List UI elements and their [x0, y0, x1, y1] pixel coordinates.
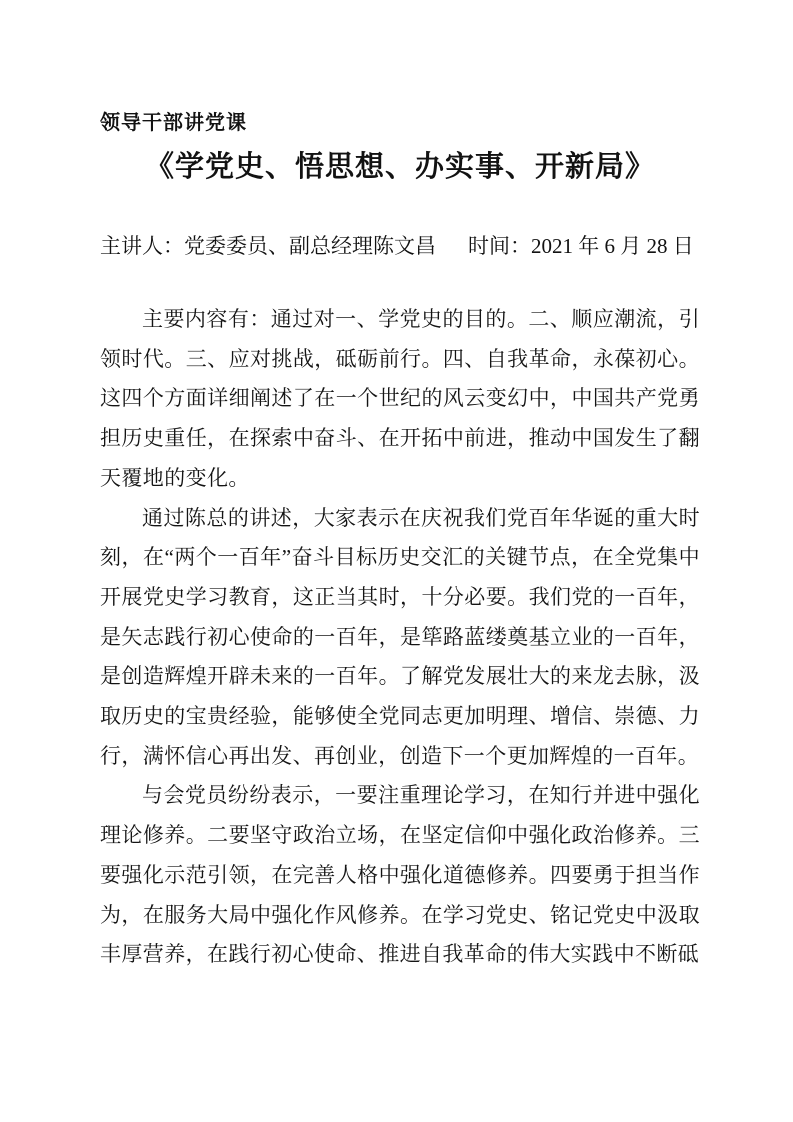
document-title: 《学党史、悟思想、办实事、开新局》 [144, 151, 655, 183]
body-paragraph-1: 主要内容有：通过对一、学党史的目的。二、顺应潮流，引领时代。三、应对挑战，砥砺前行。四、自我革命，永葆初心。这四个方面详细阐述了在一个世纪的风云变幻中，中国共产党勇担历史重任，在探索中奋斗、在开拓中前进，推动中国发生了翻天覆地的变化。 [100, 307, 700, 490]
document-body [100, 300, 700, 975]
body-paragraph-2: 通过陈总的讲述，大家表示在庆祝我们党百年华诞的重大时刻，在“两个一百年”奋斗目标历史交汇的关键节点，在全党集中开展党史学习教育，这正当其时，十分必要。我们党的一百年，是矢志践行初心使命的一百年，是筚路蓝缕奠基立业的一百年，是创造辉煌开辟未来的一百年。了解党发展壮大的来龙去脉，汲取历史的宝贵经验，能够使全党同志更加明理、增信、崇德、力行，满怀信心再出发、再创业，创造下一个更加辉煌的一百年。 [100, 505, 700, 768]
meta-line [100, 232, 700, 260]
body-paragraph-3: 与会党员纷纷表示，一要注重理论学习，在知行并进中强化理论修养。二要坚守政治立场，在坚定信仰中强化政治修养。三要强化示范引领，在完善人格中强化道德修养。四要勇于担当作为，在服务大局中强化作风修养。在学习党史、铭记党史中汲取丰厚营养，在践行初心使命、推进自我革命的伟大实践中不断砥 [100, 783, 700, 967]
document-category-heading: 领导干部讲党课 [100, 112, 247, 134]
time-info: 时间：2021 年 6 月 28 日 [468, 234, 694, 258]
speaker-info: 主讲人：党委委员、副总经理陈文昌 [100, 234, 436, 258]
